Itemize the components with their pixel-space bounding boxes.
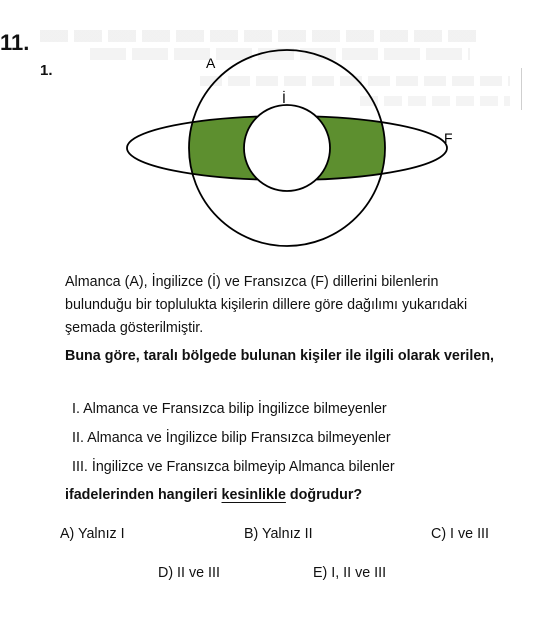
venn-diagram <box>0 0 534 270</box>
question-text: Buna göre, taralı bölgede bulunan kişiler ile ilgili olarak verilen, <box>65 348 495 364</box>
sub-question-number: 1. <box>40 62 53 79</box>
option-a[interactable]: A) Yalnız I <box>60 526 125 542</box>
set-i-circle <box>244 105 330 191</box>
question-closing <box>65 484 362 507</box>
option-d[interactable]: D) II ve III <box>158 565 220 581</box>
label-a: A <box>206 55 216 71</box>
statement-list <box>72 398 395 485</box>
question-stem: Almanca (A), İngilizce (İ) ve Fransızca (F) dillerini bilenlerin bulunduğu bir toplulukta kişilerin dillere göre dağılımı yukarıdaki şemada gösterilmiştir. <box>65 274 468 336</box>
statement-item: III. İngilizce ve Fransızca bilmeyip Almanca bilenler <box>72 459 395 475</box>
option-b[interactable]: B) Yalnız II <box>244 526 313 542</box>
option-e[interactable]: E) I, II ve III <box>313 565 387 581</box>
emphasis-word: kesinlikle <box>221 487 286 503</box>
statement-item: II. Almanca ve İngilizce bilip Fransızca bilmeyenler <box>72 430 391 446</box>
label-f: F <box>444 130 453 146</box>
option-c[interactable]: C) I ve III <box>431 526 489 542</box>
question-number: 11. <box>0 30 30 55</box>
closing-text: doğrudur? <box>285 487 363 503</box>
label-i: İ <box>282 90 286 106</box>
closing-text: ifadelerinden hangileri <box>65 487 222 503</box>
statement-item: I. Almanca ve Fransızca bilip İngilizce bilmeyenler <box>72 401 387 417</box>
